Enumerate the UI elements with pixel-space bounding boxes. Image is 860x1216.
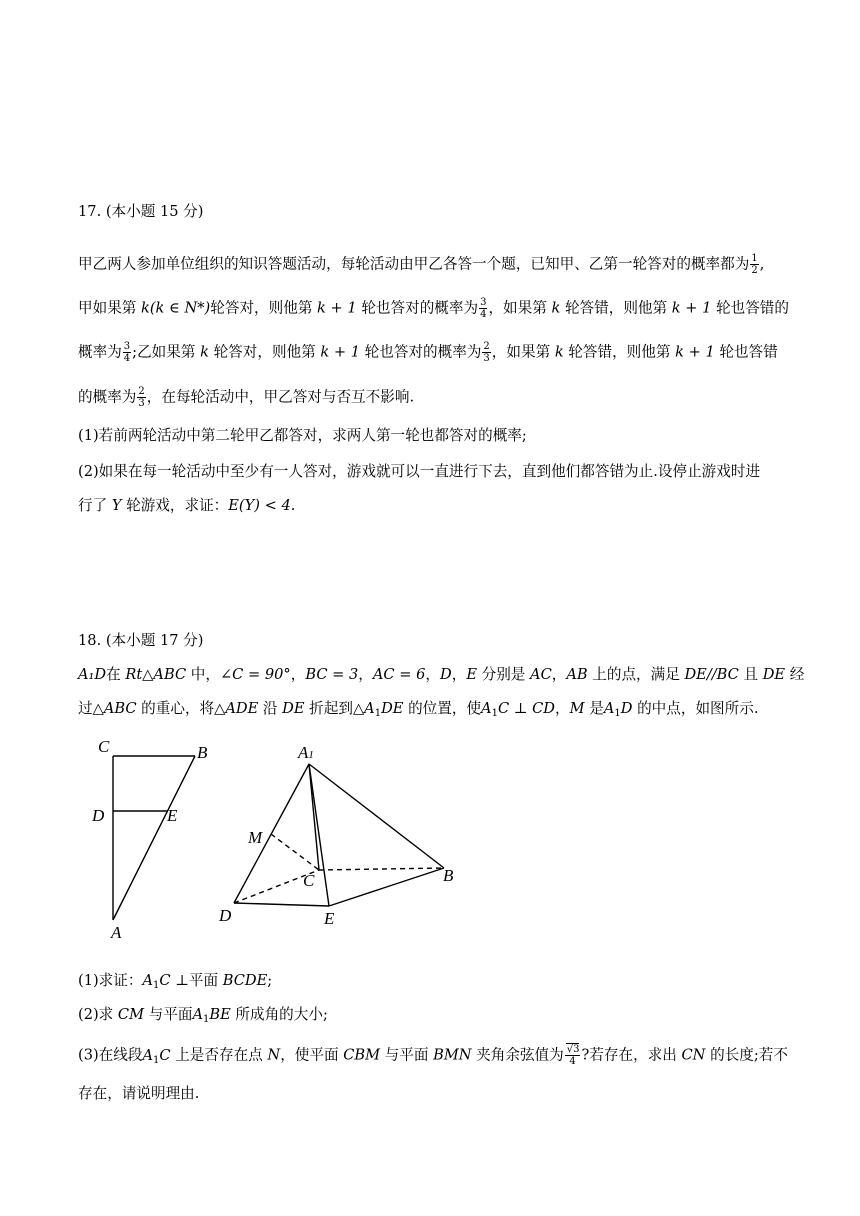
problem-18-line-2: 过△ABC 的重心，将△ADE 沿 DE 折起到$\triangle A_1DE$ 的位置，使$A_1C$ ⊥ CD，M 是$A_1D$ 的中点，如图所示. — [78, 700, 759, 719]
fraction-two-thirds: $\frac{2}{3}$ — [483, 341, 490, 364]
fraction-one-half: $\frac{1}{2}$ — [751, 253, 758, 276]
fraction-three-quarters: $\frac{3}{4}$ — [480, 297, 487, 320]
figure-pyramid — [234, 764, 444, 906]
problem-17-line-4: 的概率为 $\frac{2}{3}$ ，在每轮活动中，甲乙答对与否互不影响. — [78, 386, 415, 409]
fraction-three-quarters: $\frac{3}{4}$ — [123, 341, 131, 364]
label-A: A — [111, 923, 122, 942]
segment-BA — [113, 756, 195, 920]
label-B: B — [197, 743, 208, 762]
fraction-two-thirds: $\frac{2}{3}$ — [138, 386, 145, 409]
problem-17-question-1: (1)若前两轮活动中第二轮甲乙都答对，求两人第一轮也都答对的概率; — [78, 427, 527, 444]
figure-right-triangle — [113, 756, 195, 920]
edge-A1C — [309, 764, 319, 870]
problem-17-line-2: 甲如果第 k(k ∈ N*)轮答对，则他第 k + 1 轮也答对的概率为 $\frac{3}{4}$ ，如果第 k 轮答错，则他第 k + 1 轮也答错的 — [78, 297, 789, 320]
problem-18-heading: 18. (本小题 17 分) — [78, 632, 204, 649]
edge-EB — [329, 868, 444, 906]
geometry-figures — [78, 730, 478, 945]
edge-A1B — [309, 764, 444, 868]
problem-17-heading: 17. (本小题 15 分) — [78, 203, 204, 220]
edge-CB-hidden — [319, 868, 444, 870]
problem-18-question-3-line-1: (3)在线段$A_1C$ 上是否存在点 N，使平面 CBM 与平面 BMN 夹角余弦值为 $\frac{√3}{4}$ ?若存在，求出 CN 的长度;若不 — [78, 1044, 788, 1067]
problem-18-question-1: (1)求证：$A_1C$ ⊥平面 BCDE; — [78, 972, 273, 991]
problem-17-line-3: 概率为 $\frac{3}{4}$ ;乙如果第 k 轮答对，则他第 k + 1 轮也答对的概率为 $\frac{2}{3}$ ，如果第 k 轮答错，则他第 k + 1 轮也答错 — [78, 341, 778, 364]
problem-18-line-1: A₁D在 Rt△ABC 中，∠C = 90°，BC = 3，AC = 6，D，E 分别是 AC，AB 上的点，满足 DE//BC 且 DE 经 — [78, 666, 805, 683]
label-C: C — [303, 871, 315, 890]
label-C: C — [98, 737, 110, 756]
problem-18-question-3-line-2: 存在，请说明理由. — [78, 1085, 200, 1102]
label-D: D — [92, 806, 105, 825]
problem-17-question-2-line-2: 行了 Y 轮游戏，求证：E(Y) < 4. — [78, 497, 296, 514]
label-D: D — [219, 906, 232, 925]
label-B: B — [443, 866, 454, 885]
label-A1: A1 — [298, 743, 314, 762]
edge-A1D — [234, 764, 309, 903]
problem-18-question-2: (2)求 CM 与平面$A_1BE$ 所成角的大小; — [78, 1006, 328, 1025]
label-M: M — [248, 828, 263, 847]
problem-17-line-1: 甲乙两人参加单位组织的知识答题活动，每轮活动由甲乙各答一个题，已知甲、乙第一轮答对的概率都为 $\frac{1}{2}$ , — [78, 253, 765, 276]
edge-DE — [234, 903, 329, 906]
problem-17-question-2-line-1: (2)如果在每一轮活动中至少有一人答对，游戏就可以一直进行下去，直到他们都答错为止.设停止游戏时进 — [78, 463, 761, 480]
segment-MC-hidden — [271, 834, 319, 870]
label-E: E — [167, 806, 178, 825]
label-E: E — [324, 909, 335, 928]
fraction-sqrt3-over-4: $\frac{√3}{4}$ — [566, 1044, 580, 1067]
